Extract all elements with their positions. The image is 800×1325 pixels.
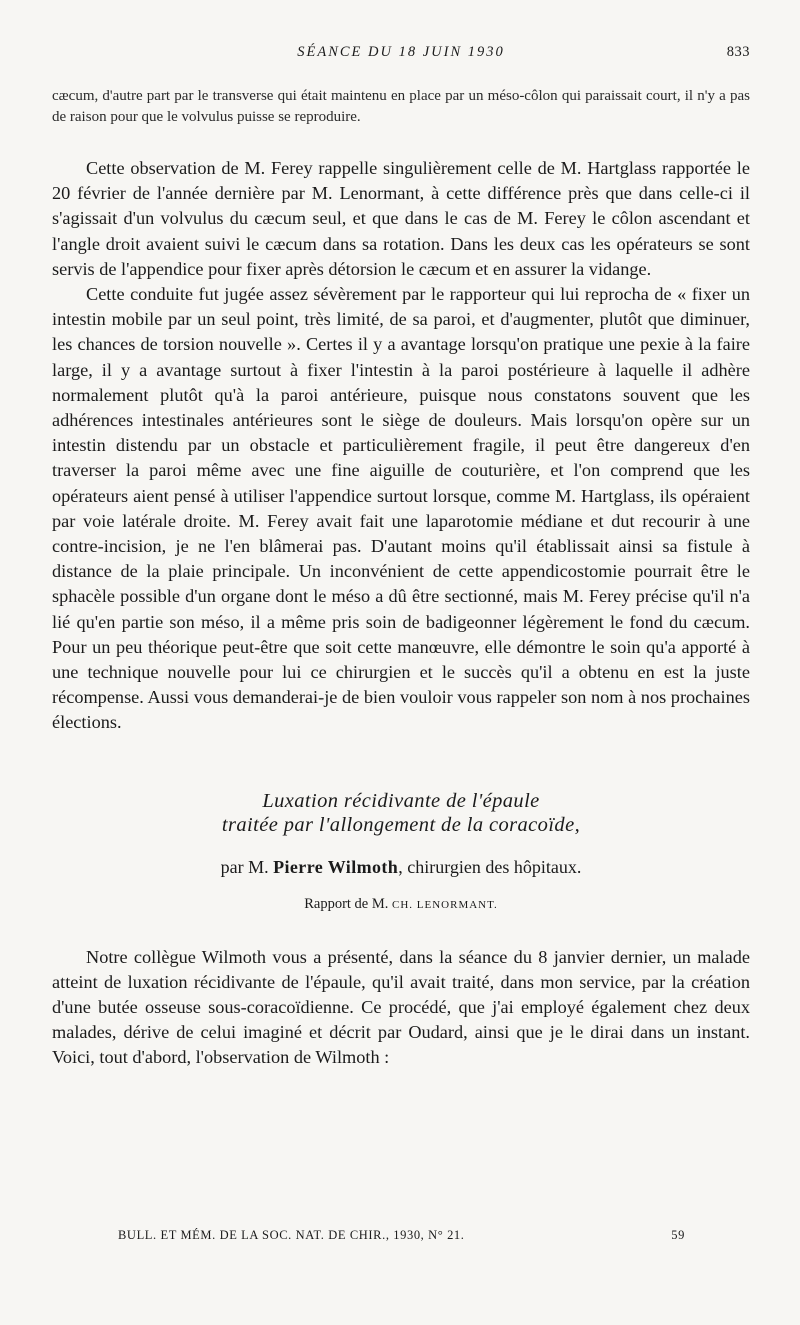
journal-citation: BULL. ET MÉM. DE LA SOC. NAT. DE CHIR., 1930, N° 21. — [118, 1228, 465, 1242]
author-name: Pierre Wilmoth — [273, 856, 399, 877]
paragraph: Cette observation de M. Ferey rappelle singulièrement celle de M. Hartglass rapportée le 20 février de l'année dernière par M. Lenormant, à cette différence près que dans celle-ci il s'agissait d'un volvulus du cæcum seul, et que dans le cas de M. Ferey le côlon ascendant et l'angle droit avaient suivi le cæcum dans sa rotation. Dans les deux cas les opérateurs se sont servis de l'appendice pour fixer après détorsion le cæcum et en assurer la vidange. — [52, 158, 750, 279]
article-title-line: traitée par l'allongement de la coracoïde, — [221, 813, 581, 836]
running-title: SÉANCE DU 18 JUIN 1930 — [297, 44, 505, 60]
rapport-line — [52, 896, 750, 913]
rapport-author: CH. LENORMANT. — [392, 898, 498, 911]
article-title — [52, 789, 750, 837]
rapport-prefix: Rapport de M. — [304, 895, 389, 912]
page-footer — [118, 1228, 685, 1243]
page-number: 833 — [726, 44, 750, 60]
paragraph: Cette conduite fut jugée assez sévèrement par le rapporteur qui lui reprocha de « fixer un intestin mobile par un seul point, très limité, de sa paroi, et d'augmenter, plutôt que diminuer, les chances de torsion nouvelle ». Certes il y a avantage lorsqu'on pratique une pexie à la faire large, il y a avantage surtout à fixer l'intestin à la paroi postérieure à laquelle il adhère normalement plutôt qu'à la paroi antérieure, puisque nous constatons souvent que les adhérences intestinales antérieures sont le siège de douleurs. Mais lorsqu'on opère sur un intestin distendu par un obstacle et particulièrement fragile, il peut être dangereux d'en traverser la paroi même avec une fine aiguille de couturière, et l'on comprend que les opérateurs aient pensé à utiliser l'appendice surtout lorsque, comme M. Hartglass, ils opéraient par voie latérale droite. M. Ferey avait fait une laparotomie médiane et dut recourir à une contre-incision, je ne l'en blâmerai pas. D'autant moins qu'il établissait ainsi sa fistule à distance de la plaie principale. Un inconvénient de cette appendicostomie pourrait être le sphacèle possible d'un organe dont le méso a dû être sectionné, mais M. Ferey précise qu'il n'a lié qu'en partie son méso, il a même pris soin de badigeonner légèrement le fond du cæcum. Pour un peu théorique peut-être que soit cette manœuvre, elle démontre le soin qu'a apporté à une technique nouvelle pour lui ce chirurgien et le succès qu'il a obtenu en est la juste récompense. Aussi vous demanderai-je de bien vouloir vous rappeler son nom à nos prochaines élections. — [52, 284, 750, 733]
sheet-number: 59 — [671, 1228, 685, 1242]
byline-prefix: par M. — [220, 856, 269, 877]
report-body — [52, 156, 750, 736]
lead-text: cæcum, d'autre part par le transverse qui était maintenu en place par un méso-côlon qui paraissait court, il n'y a pas de raison pour que le volvulus puisse se reproduire. — [52, 88, 750, 125]
article-body — [52, 945, 750, 1071]
byline-suffix: , chirurgien des hôpitaux. — [398, 856, 582, 877]
byline — [52, 857, 750, 878]
document-page — [52, 44, 750, 1071]
running-head — [52, 44, 750, 66]
article-title-line: Luxation récidivante de l'épaule — [262, 789, 540, 812]
paragraph: Notre collègue Wilmoth vous a présenté, dans la séance du 8 janvier dernier, un malade atteint de luxation récidivante de l'épaule, qu'il avait traité, dans mon service, par la création d'une butée osseuse sous-coracoïdienne. Ce procédé, que j'ai employé également chez deux malades, dérive de celui imaginé et décrit par Oudard, ainsi que je le dirai dans un instant. Voici, tout d'abord, l'observation de Wilmoth : — [52, 946, 750, 1068]
